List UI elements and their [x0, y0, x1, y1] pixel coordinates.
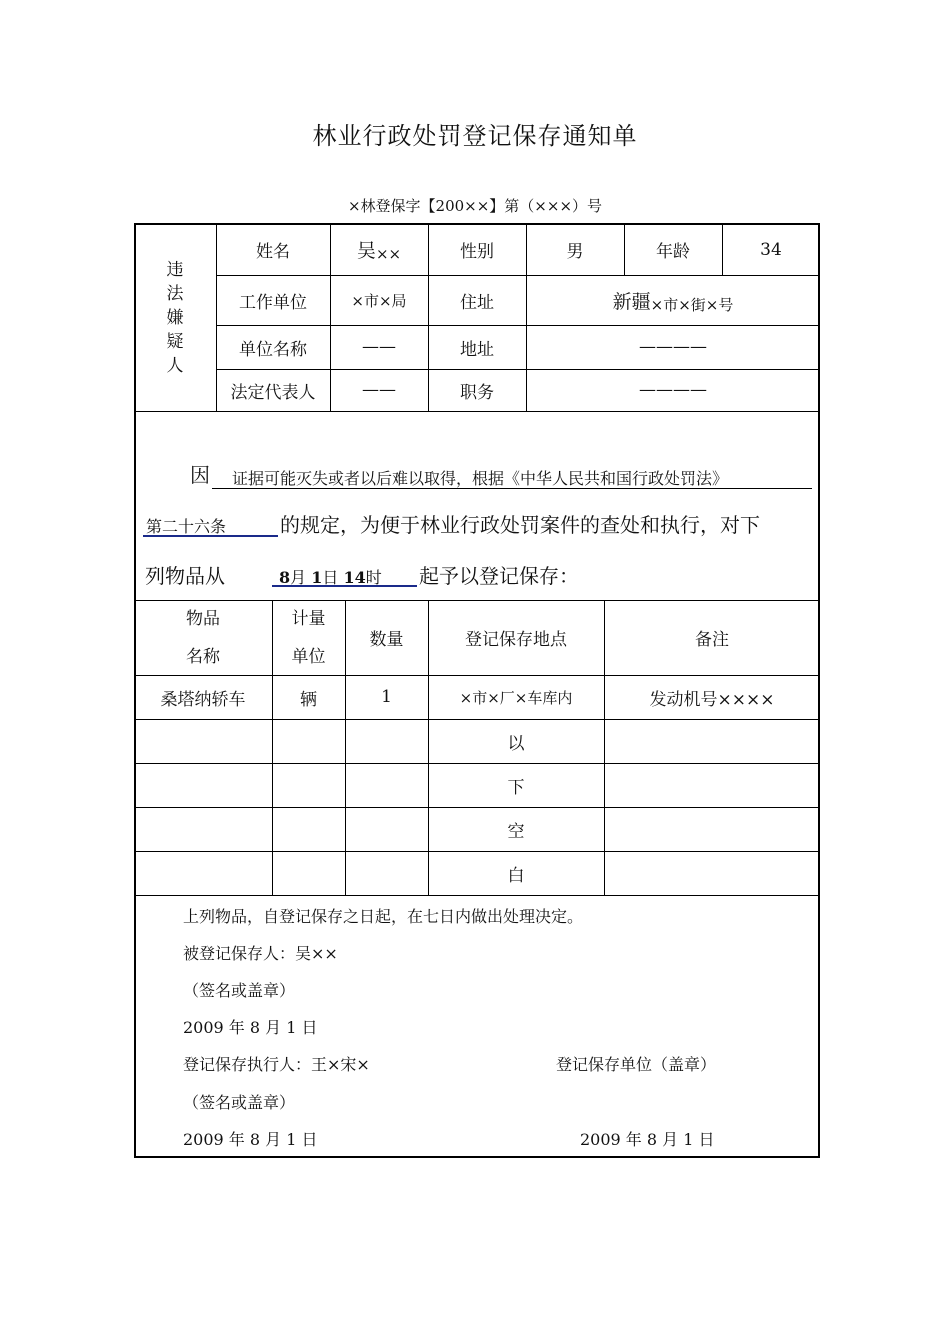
blank-mark: 空: [507, 821, 525, 842]
age-value: 34: [760, 239, 782, 260]
header-location: 登记保存地点: [465, 630, 567, 650]
address-value: 新疆 ×市×街×号: [612, 290, 734, 314]
date-2: 2009 年 8 月 1 日: [183, 1130, 318, 1149]
executor-line: 登记保存执行人：王×宋×: [183, 1055, 370, 1074]
date-1: 2009 年 8 月 1 日: [183, 1018, 318, 1037]
header-remark: 备注: [695, 630, 729, 650]
name-label: 姓名: [256, 242, 290, 262]
position-value: ————: [639, 380, 707, 400]
article-text: 第二十六条: [146, 517, 227, 536]
body-line-3-suffix: 起予以登记保存：: [419, 564, 579, 588]
position-label: 职务: [460, 382, 494, 403]
suspect-section-label: 违 法 嫌 疑 人: [166, 259, 184, 376]
legal-rep-value: ——: [362, 380, 396, 400]
sign-note-2: （签名或盖章）: [183, 1093, 296, 1112]
item-location: ×市×厂×车库内: [459, 688, 573, 707]
date-3: 2009 年 8 月 1 日: [580, 1130, 715, 1149]
header-quantity: 数量: [369, 630, 404, 650]
name-value: 吴 ××: [356, 240, 402, 263]
sign-note-1: （签名或盖章）: [183, 981, 296, 1000]
legal-rep-label: 法定代表人: [230, 382, 316, 403]
work-unit-value: ×市×局: [351, 291, 407, 310]
because-word: 因: [190, 463, 210, 487]
header-unit: 计量 单位: [291, 608, 326, 667]
unit-address-label: 地址: [460, 339, 494, 360]
age-label: 年龄: [656, 242, 690, 262]
address-label: 住址: [460, 292, 494, 313]
blank-mark: 以: [507, 733, 525, 754]
body-line-3-prefix: 列物品从: [145, 564, 225, 588]
grid-line: [134, 411, 820, 412]
work-unit-label: 工作单位: [239, 292, 307, 313]
document-number: ×林登保字【200××】第（×××）号: [347, 197, 603, 215]
page-title: 林业行政处罚登记保存通知单: [312, 122, 638, 150]
keeper-line: 被登记保存人：吴××: [183, 944, 338, 963]
header-item-name: 物品 名称: [186, 608, 220, 667]
unit-name-value: ——: [362, 337, 396, 357]
item-unit: 辆: [300, 689, 317, 710]
unit-address-value: ————: [639, 337, 707, 357]
time-text: 8月 1日 14时: [279, 568, 382, 587]
unit-name-label: 单位名称: [239, 339, 307, 360]
disposal-notice: 上列物品，自登记保存之日起，在七日内做出处理决定。: [183, 907, 584, 926]
gender-label: 性别: [460, 242, 494, 262]
item-remark: 发动机号××××: [649, 689, 775, 710]
gender-value: 男: [566, 242, 584, 262]
blank-mark: 白: [507, 865, 525, 886]
unit-seal-label: 登记保存单位（盖章）: [556, 1055, 717, 1074]
reason-text: 证据可能灭失或者以后难以取得，根据《中华人民共和国行政处罚法》: [232, 469, 729, 488]
item-name: 桑塔纳轿车: [160, 689, 246, 710]
blank-mark: 下: [507, 777, 525, 798]
body-line-2: 的规定，为便于林业行政处罚案件的查处和执行，对下: [280, 513, 760, 537]
grid-line: [134, 895, 820, 896]
item-quantity: 1: [381, 687, 392, 707]
